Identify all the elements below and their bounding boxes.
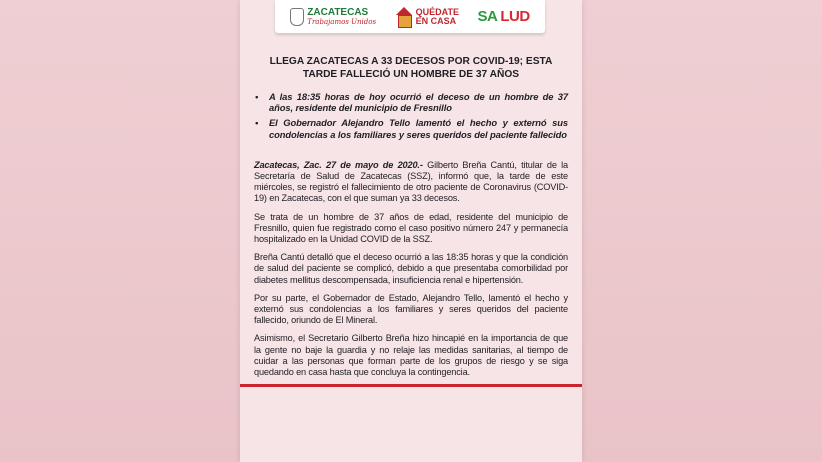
- paragraph: Se trata de un hombre de 37 años de edad, residente del municipio de Fresnillo, quien fue registrado como el caso positivo número 247 y permanecía hospitalizado en la Unidad COVID de la SSZ.: [254, 211, 568, 245]
- blurred-background-left: [0, 0, 240, 462]
- en-casa-text: EN CASA: [415, 15, 457, 26]
- salud-b: LUD: [500, 8, 530, 25]
- house-icon: [395, 7, 413, 27]
- bullet-icon: •: [255, 117, 259, 129]
- paragraph: Breña Cantú detalló que el deceso ocurrió a las 18:35 horas y que la condición de salud del paciente se complicó, debido a que presentaba comorbilidad por diabetes mellitus descompensada, insuficiencia renal e hipertensión.: [254, 252, 568, 285]
- zacatecas-logo: [290, 8, 376, 26]
- quedate-text: QUÉDATE: [415, 6, 459, 17]
- highlight-item: [254, 117, 568, 139]
- headline: LLEGA ZACATECAS A 33 DECESOS POR COVID-19; ESTA TARDE FALLECIÓ UN HOMBRE DE 37 AÑOS: [269, 56, 553, 80]
- bullet-icon: •: [255, 91, 259, 102]
- zacatecas-logo-text: ZACATECAS: [307, 6, 369, 18]
- red-divider: [240, 384, 582, 387]
- highlight-text: A las 18:35 horas de hoy ocurrió el deceso de un hombre de 37 años, residente del municipio de Fresnillo: [269, 91, 568, 114]
- paragraph: Asimismo, el Secretario Gilberto Breña hizo hincapié en la importancia de que la gente no baje la guardia y no relaje las medidas sanitarias, al tiempo de cuidar a las personas que forman parte de los grupos de riesgo y se siga quedando en casa hasta que concluya la contingencia.: [254, 333, 568, 378]
- highlights-list: [254, 91, 568, 140]
- salud-a: SA: [477, 8, 498, 25]
- paragraph-text: Gilberto Breña Cantú, titular de la Secretaría de Salud de Zacatecas (SSZ), informó que, la tarde de este miércoles, se registró el fallecimiento de otro paciente de Coronavirus (COVID-19) en Zacatecas, con el que suman ya 33 decesos.: [254, 159, 568, 204]
- blurred-background-right: [582, 0, 822, 462]
- highlight-item: [254, 91, 568, 113]
- paragraph: Por su parte, el Gobernador de Estado, Alejandro Tello, lamentó el hecho y externó sus condolencias a los familiares y seres queridos del paciente fallecido, oriundo de El Mineral.: [254, 292, 568, 326]
- dateline: Zacatecas, Zac. 27 de mayo de 2020.-: [254, 159, 423, 170]
- salud-logo: [478, 8, 530, 25]
- highlight-text: El Gobernador Alejandro Tello lamentó el hecho y externó sus condolencias a los familiares y seres queridos del paciente fallecido: [269, 117, 568, 140]
- quedate-en-casa-logo: [395, 7, 459, 27]
- press-release-panel: [240, 0, 582, 462]
- logo-header: [275, 0, 545, 33]
- seal-icon: [290, 8, 304, 26]
- paragraph: [254, 160, 568, 205]
- press-release-content: [254, 56, 568, 378]
- zacatecas-slogan: Trabajamos Unidos: [307, 17, 377, 26]
